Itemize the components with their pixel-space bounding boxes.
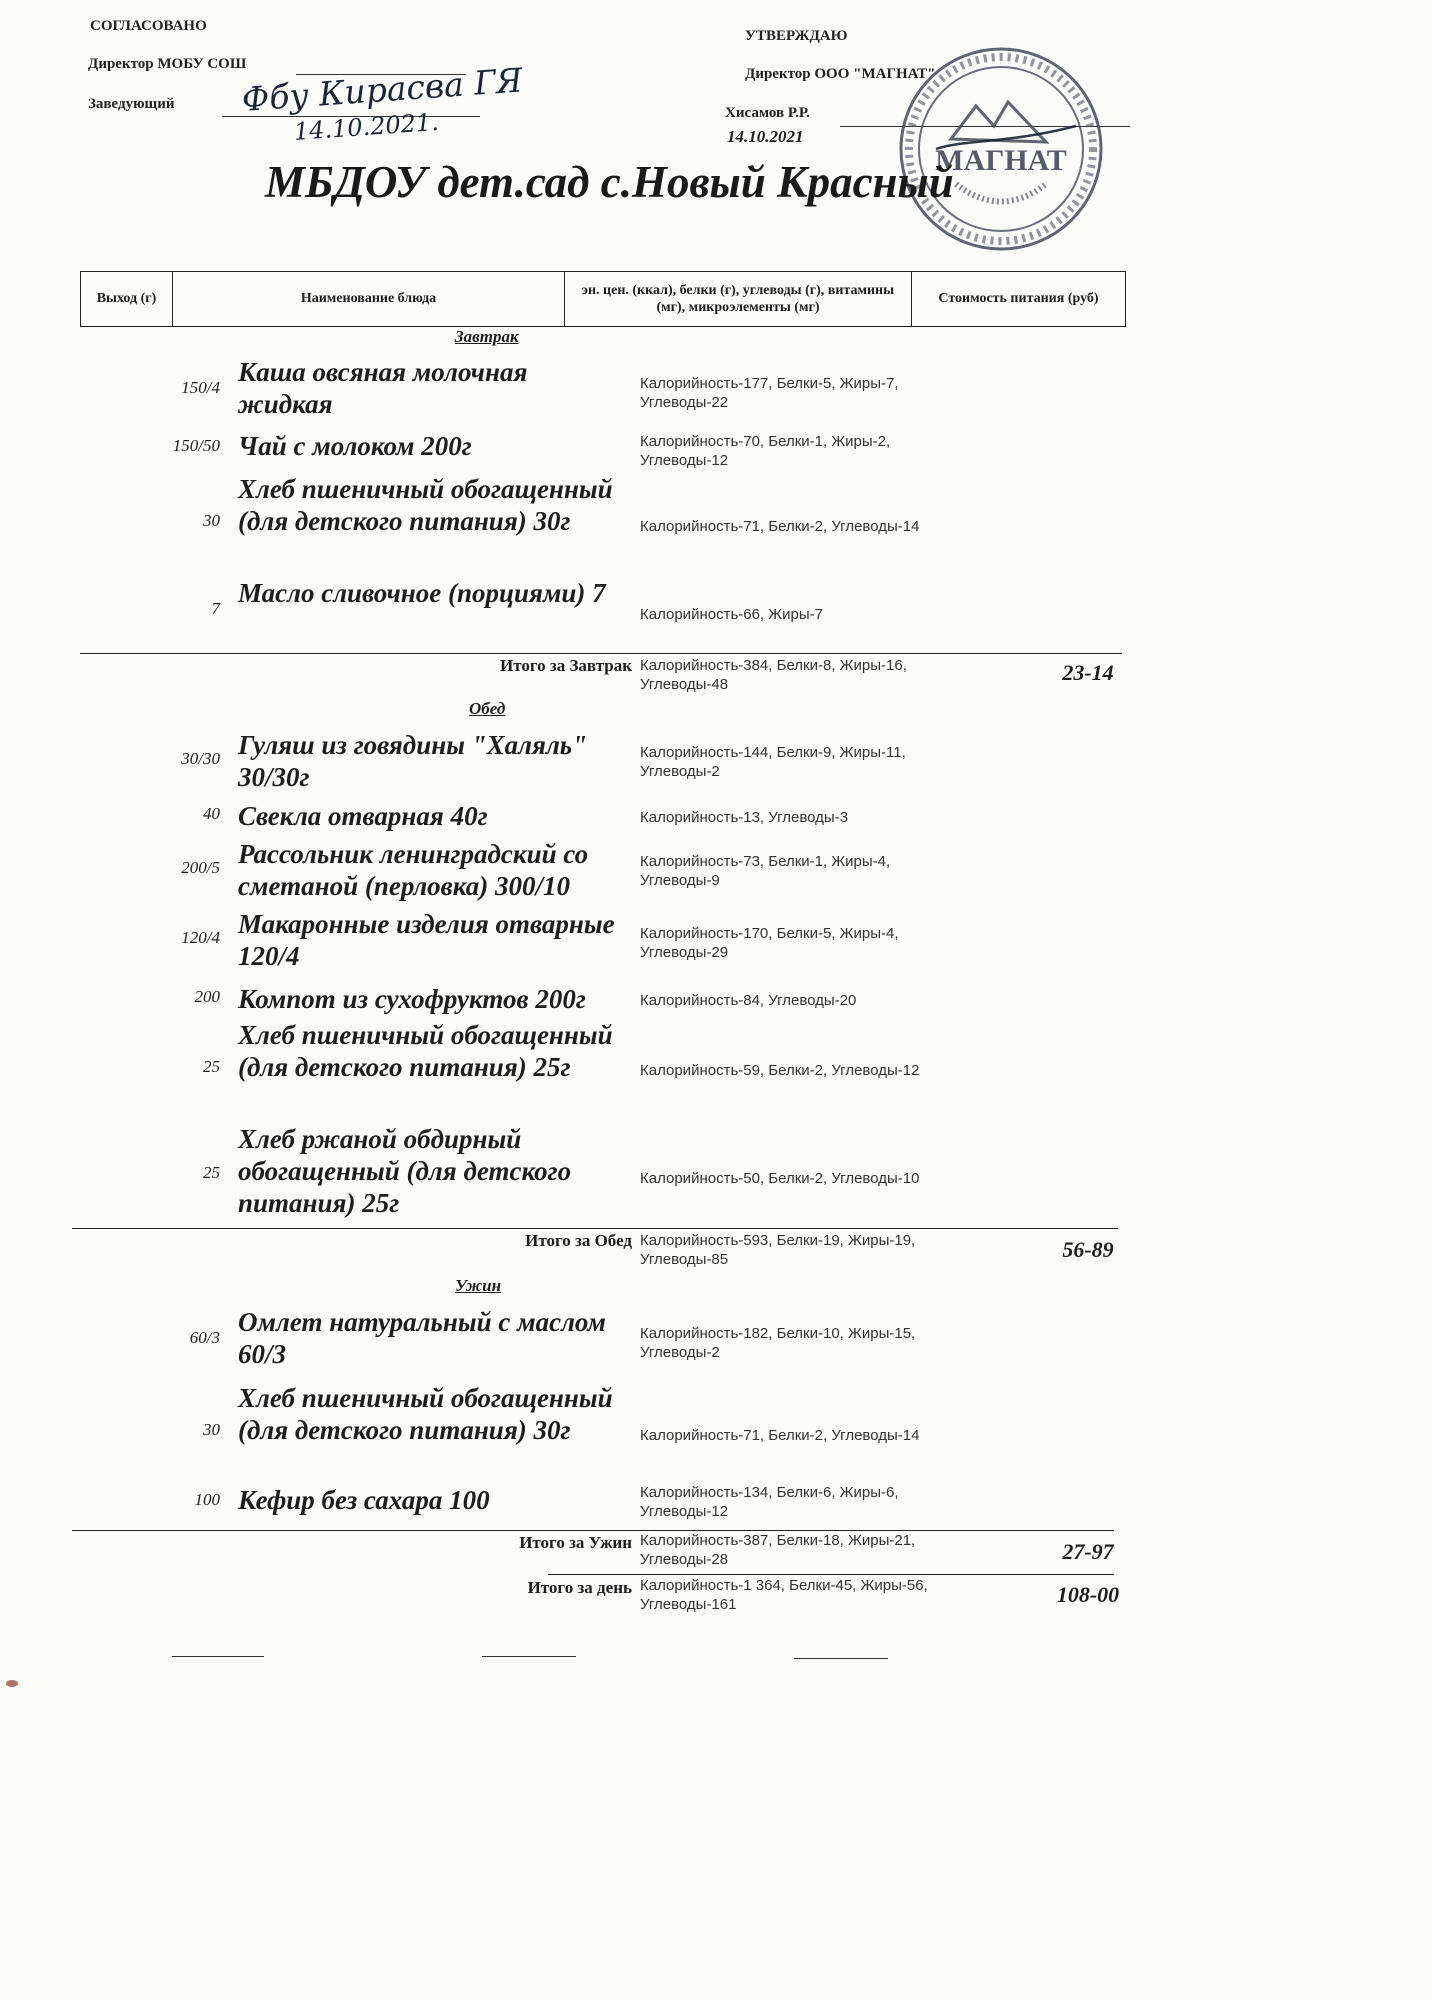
row-dish: Хлеб пшеничный обогащенный (для детского питания) 25г xyxy=(238,1020,613,1082)
total-label: Итого за Завтрак xyxy=(499,656,632,675)
table-row xyxy=(80,1382,1126,1478)
row-qty: 120/4 xyxy=(181,928,220,947)
row-qty: 150/4 xyxy=(181,378,220,397)
total-row-dinner xyxy=(80,1531,1126,1571)
bottom-signature-line-2 xyxy=(482,1656,576,1657)
table-row xyxy=(80,430,1126,469)
col-header-dish: Наименование блюда xyxy=(173,272,565,326)
row-nutrition: Калорийность-50, Белки-2, Углеводы-10 xyxy=(640,1170,920,1187)
total-label: Итого за Обед xyxy=(525,1231,632,1250)
day-total-label: Итого за день xyxy=(527,1578,632,1597)
day-total-nutrition: Калорийность-1 364, Белки-45, Жиры-56, Углеводы-161 xyxy=(640,1577,928,1613)
row-nutrition: Калорийность-73, Белки-1, Жиры-4, Углеводы-9 xyxy=(640,853,891,889)
col-header-nutrition: эн. цен. (ккал), белки (г), углеводы (г), витамины (мг), микроэлементы (мг) xyxy=(565,272,912,326)
table-row xyxy=(80,908,1126,974)
bottom-signature-line-1 xyxy=(172,1656,264,1657)
row-dish: Хлеб пшеничный обогащенный (для детского питания) 30г xyxy=(238,474,613,536)
table-row xyxy=(80,983,1126,1017)
row-dish: Макаронные изделия отварные 120/4 xyxy=(238,909,615,971)
total-row-breakfast xyxy=(80,654,1126,694)
row-qty: 30/30 xyxy=(181,749,220,768)
total-cost: 27-97 xyxy=(1062,1539,1114,1564)
row-nutrition: Калорийность-144, Белки-9, Жиры-11, Углеводы-2 xyxy=(640,744,906,780)
row-dish: Гуляш из говядины "Халяль" 30/30г xyxy=(238,730,588,792)
head-signature: Фбу Кирасва ГЯ xyxy=(240,60,524,119)
row-nutrition: Калорийность-70, Белки-1, Жиры-2, Углеводы-12 xyxy=(640,433,891,469)
section-title-lunch: Обед xyxy=(469,699,506,718)
seal-stamp xyxy=(896,44,1106,254)
total-nutrition: Калорийность-384, Белки-8, Жиры-16, Углеводы-48 xyxy=(640,657,907,693)
agreed-label: СОГЛАСОВАНО xyxy=(90,18,207,34)
row-dish: Компот из сухофруктов 200г xyxy=(238,984,586,1014)
row-nutrition: Калорийность-170, Белки-5, Жиры-4, Углеводы-29 xyxy=(640,925,899,961)
row-nutrition: Калорийность-66, Жиры-7 xyxy=(640,606,823,623)
table-row xyxy=(80,1484,1126,1528)
director-company-label: Директор ООО "МАГНАТ" xyxy=(745,66,936,82)
scan-mark xyxy=(6,1680,18,1687)
row-dish: Каша овсяная молочная жидкая xyxy=(238,357,528,419)
row-dish: Кефир без сахара 100 xyxy=(238,1485,490,1515)
col-header-qty: Выход (г) xyxy=(81,272,173,326)
total-nutrition: Калорийность-593, Белки-19, Жиры-19, Углеводы-85 xyxy=(640,1232,916,1268)
row-qty: 60/3 xyxy=(189,1328,220,1347)
row-nutrition: Калорийность-84, Углеводы-20 xyxy=(640,992,857,1009)
row-qty: 150/50 xyxy=(172,436,220,455)
table-row xyxy=(80,729,1126,795)
row-nutrition: Калорийность-59, Белки-2, Углеводы-12 xyxy=(640,1062,920,1079)
row-qty: 7 xyxy=(211,599,220,618)
row-qty: 200/5 xyxy=(181,858,220,877)
director-school-label: Директор МОБУ СОШ xyxy=(88,56,247,72)
stamp-text: МАГНАТ xyxy=(935,144,1067,177)
row-nutrition: Калорийность-177, Белки-5, Жиры-7, Углеводы-22 xyxy=(640,375,899,411)
table-row xyxy=(80,800,1126,834)
row-qty: 40 xyxy=(203,804,220,823)
row-qty: 200 xyxy=(194,987,220,1006)
section-title-breakfast: Завтрак xyxy=(455,327,519,346)
total-cost: 56-89 xyxy=(1062,1237,1114,1262)
row-dish: Масло сливочное (порциями) 7 xyxy=(238,578,606,608)
col-header-cost: Стоимость питания (руб) xyxy=(938,291,1099,307)
bottom-signature-line-3 xyxy=(794,1658,888,1659)
day-total-divider xyxy=(548,1574,1114,1575)
total-row-lunch xyxy=(80,1229,1126,1269)
row-dish: Свекла отварная 40г xyxy=(238,801,488,831)
row-nutrition: Калорийность-71, Белки-2, Углеводы-14 xyxy=(640,518,920,535)
row-nutrition: Калорийность-71, Белки-2, Углеводы-14 xyxy=(640,1427,920,1444)
row-dish: Чай с молоком 200г xyxy=(238,431,472,461)
table-header xyxy=(80,271,1126,327)
row-nutrition: Калорийность-182, Белки-10, Жиры-15, Углеводы-2 xyxy=(640,1325,916,1361)
row-dish: Рассольник ленинградский со сметаной (перловка) 300/10 xyxy=(238,839,589,901)
approver-name: Хисамов Р.Р. xyxy=(725,105,810,121)
total-cost: 23-14 xyxy=(1062,660,1114,685)
row-nutrition: Калорийность-134, Белки-6, Жиры-6, Углеводы-12 xyxy=(640,1484,899,1520)
table-row xyxy=(80,356,1126,422)
section-title-dinner: Ужин xyxy=(455,1276,502,1295)
table-row xyxy=(80,838,1126,904)
day-total-cost: 108-00 xyxy=(1056,1582,1120,1607)
row-dish: Омлет натуральный с маслом 60/3 xyxy=(238,1307,606,1369)
table-row xyxy=(80,473,1126,569)
total-nutrition: Калорийность-387, Белки-18, Жиры-21, Углеводы-28 xyxy=(640,1532,916,1568)
row-nutrition: Калорийность-13, Углеводы-3 xyxy=(640,809,849,826)
table-row xyxy=(80,1123,1126,1219)
row-qty: 30 xyxy=(203,511,220,530)
row-qty: 25 xyxy=(203,1163,220,1182)
table-row xyxy=(80,577,1126,643)
head-label: Заведующий xyxy=(88,96,175,112)
row-qty: 100 xyxy=(194,1490,220,1509)
row-dish: Хлеб ржаной обдирный обогащенный (для детского питания) 25г xyxy=(238,1124,572,1218)
row-qty: 30 xyxy=(203,1420,220,1439)
total-label: Итого за Ужин xyxy=(519,1533,632,1552)
table-row xyxy=(80,1019,1126,1115)
approve-date: 14.10.2021 xyxy=(727,127,804,146)
day-total-row xyxy=(80,1576,1126,1616)
table-row xyxy=(80,1306,1126,1372)
row-dish: Хлеб пшеничный обогащенный (для детского питания) 30г xyxy=(238,1383,613,1445)
page-title: МБДОУ дет.сад с.Новый Красный xyxy=(265,157,954,207)
row-qty: 25 xyxy=(203,1057,220,1076)
approve-label: УТВЕРЖДАЮ xyxy=(745,28,848,44)
head-signature-date: 14.10.2021. xyxy=(293,107,440,146)
